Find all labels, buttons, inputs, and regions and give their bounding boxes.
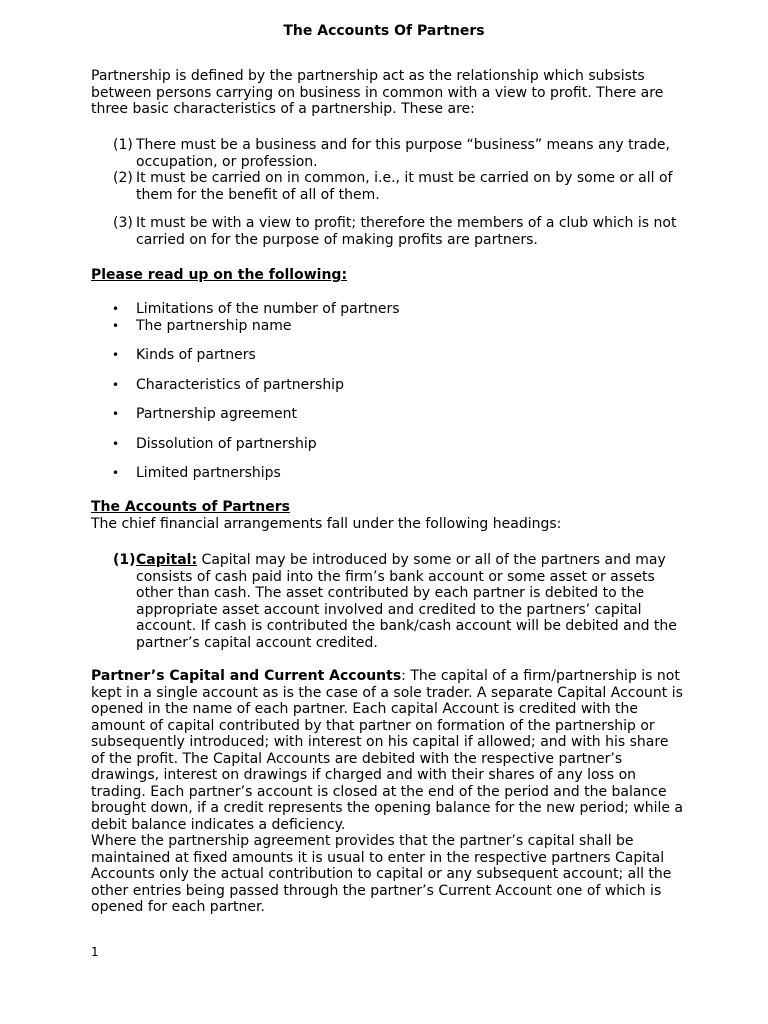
list-item-text: There must be a business and for this purpose “business” means any trade, occupation, or profession. bbox=[136, 137, 670, 170]
bullet-icon: • bbox=[112, 378, 120, 392]
bullet-icon: • bbox=[112, 437, 120, 451]
read-up-item-text: Kinds of partners bbox=[136, 347, 256, 363]
read-up-item bbox=[112, 318, 672, 335]
bullet-icon: • bbox=[112, 348, 120, 362]
bullet-icon: • bbox=[112, 407, 120, 421]
characteristic-item-2 bbox=[113, 170, 681, 203]
read-up-item-text: Dissolution of partnership bbox=[136, 436, 317, 452]
capital-item bbox=[113, 552, 681, 651]
list-item-text: It must be carried on in common, i.e., it must be carried on by some or all of them for the benefit of all of them. bbox=[136, 170, 673, 203]
characteristic-item-3 bbox=[113, 215, 681, 248]
read-up-item bbox=[112, 347, 672, 364]
bullet-icon: • bbox=[112, 319, 120, 333]
list-marker: (3) bbox=[113, 215, 133, 231]
characteristic-item-1 bbox=[113, 137, 681, 170]
read-up-item-text: The partnership name bbox=[136, 318, 292, 334]
capital-label: Capital: bbox=[136, 552, 198, 568]
capital-item-body bbox=[136, 552, 681, 651]
list-marker: (1) bbox=[113, 137, 133, 153]
list-marker: (2) bbox=[113, 170, 133, 186]
capital-text: Capital may be introduced by some or all of the partners and may consists of cash paid into the firm’s bank account or some asset or assets other than cash. The asset contributed by each partner is debited to the appropriate asset account involved and credited to the partners’ capital account. If cash is contributed the bank/cash account will be debited and the partner’s capital account credited. bbox=[136, 552, 677, 651]
read-up-item-text: Characteristics of partnership bbox=[136, 377, 344, 393]
accounts-heading: The Accounts of Partners bbox=[91, 499, 290, 515]
read-up-item-text: Limited partnerships bbox=[136, 465, 281, 481]
read-up-item bbox=[112, 465, 672, 482]
read-up-item bbox=[112, 377, 672, 394]
capital-current-label: Partner’s Capital and Current Accounts bbox=[91, 668, 402, 684]
list-marker: (1) bbox=[113, 552, 136, 568]
intro-paragraph: Partnership is defined by the partnership act as the relationship which subsists between persons carrying on business in common with a view to profit. There are three basic characteristics of a partnership. These are: bbox=[91, 68, 664, 117]
read-up-item bbox=[112, 406, 672, 423]
read-up-item bbox=[112, 301, 672, 318]
read-up-heading: Please read up on the following: bbox=[91, 267, 348, 283]
bullet-icon: • bbox=[112, 302, 120, 316]
read-up-item-text: Limitations of the number of partners bbox=[136, 301, 400, 317]
list-item-text: It must be with a view to profit; therefore the members of a club which is not carried on for the purpose of making profits are partners. bbox=[136, 215, 677, 248]
capital-current-text: : The capital of a firm/partnership is not kept in a single account as is the case of a sole trader. A separate Capital Account is opened in the name of each partner. Each capital Account is credited with the amount of capital contributed by that partner on formation of the partnership or subsequently introduced; with interest on his capital if allowed; and with his share of the profit. The Capital Accounts are debited with the respective partner’s drawings, interest on drawings if charged and with their shares of any loss on trading. Each partner’s account is closed at the end of the period and the balance brought down, if a credit represents the opening balance for the new period; while a debit balance indicates a deficiency. bbox=[91, 668, 683, 833]
read-up-item-text: Partnership agreement bbox=[136, 406, 298, 422]
accounts-intro: The chief financial arrangements fall under the following headings: bbox=[91, 516, 562, 532]
document-title: The Accounts Of Partners bbox=[283, 23, 485, 39]
capital-current-paragraph bbox=[91, 668, 683, 916]
bullet-icon: • bbox=[112, 466, 120, 480]
page-number: 1 bbox=[91, 945, 99, 959]
read-up-item bbox=[112, 436, 672, 453]
capital-current-continuation: Where the partnership agreement provides that the partner’s capital shall be maintained at fixed amounts it is usual to enter in the respective partners Capital Accounts only the actual contribution to capital or any subsequent account; all the other entries being passed through the partner’s Current Account one of which is opened for each partner. bbox=[91, 833, 672, 915]
